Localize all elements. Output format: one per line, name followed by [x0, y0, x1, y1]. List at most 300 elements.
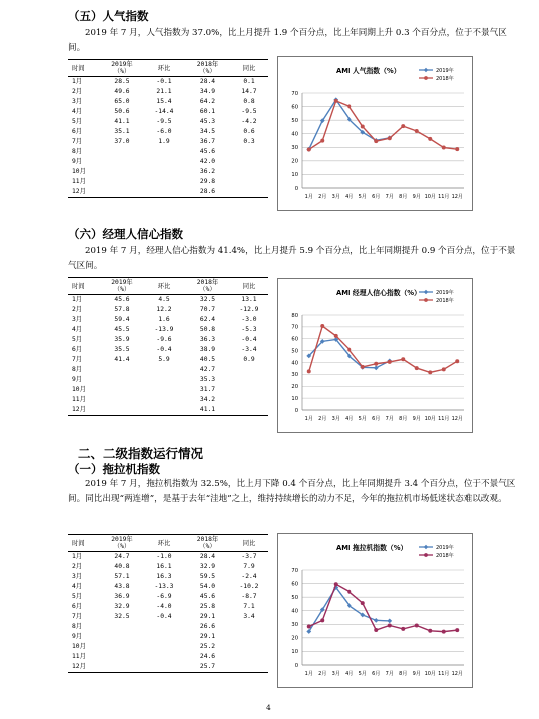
- legend-label: 2019年: [436, 290, 454, 296]
- data-point: [334, 334, 338, 338]
- data-point: [307, 147, 311, 151]
- table-row: [68, 127, 268, 137]
- table-cell: -14.4: [154, 108, 174, 115]
- y-tick-label: 0: [294, 185, 298, 192]
- data-point: [334, 582, 338, 586]
- table-cell: [143, 642, 185, 652]
- data-point: [428, 370, 432, 374]
- chart-tractor-svg: [278, 534, 472, 687]
- table-cell: 34.5: [199, 128, 216, 135]
- table-cell: -3.0: [241, 316, 257, 323]
- section-title-confidence: （六）经理人信心指数: [68, 227, 183, 241]
- table-cell: -8.7: [241, 593, 257, 600]
- table-header-cell: 环比: [157, 539, 171, 547]
- x-tick-label: 11月: [438, 416, 450, 422]
- table-cell: 32.5: [199, 296, 216, 303]
- x-tick-label: 6月: [372, 416, 381, 422]
- data-point: [347, 104, 351, 108]
- table-cell: -0.4: [156, 346, 172, 353]
- table-cell: -2.4: [241, 573, 257, 580]
- table-cell: [101, 385, 143, 395]
- table-cell: 5.9: [158, 356, 170, 363]
- table-header-cell: 时间: [72, 282, 85, 290]
- table-cell: [143, 395, 185, 405]
- table-cell: 35.9: [114, 336, 130, 343]
- table-cell: 0.1: [243, 78, 255, 85]
- table-cell: 1月: [72, 296, 83, 303]
- table-row: [68, 315, 268, 325]
- data-point: [388, 136, 392, 140]
- table-cell: -13.9: [154, 326, 174, 333]
- table-cell: 70.7: [199, 306, 216, 313]
- table-cell: [101, 395, 143, 405]
- table-cell: -9.5: [241, 108, 257, 115]
- table-cell: 4月: [72, 583, 83, 590]
- table-cell: -0.4: [156, 613, 172, 620]
- table-cell: 3.4: [243, 613, 255, 620]
- legend-label: 2019年: [436, 545, 454, 551]
- y-tick-label: 20: [291, 158, 298, 165]
- y-tick-label: 10: [291, 649, 298, 656]
- table-cell: 29.1: [199, 613, 216, 620]
- table-cell: 28.5: [114, 78, 130, 85]
- x-tick-label: 1月: [304, 194, 313, 200]
- table-cell: 35.1: [114, 128, 130, 135]
- table-cell: 40.5: [199, 356, 216, 363]
- table-cell: 12.2: [156, 306, 172, 313]
- table-cell: 11月: [72, 653, 86, 660]
- table-cell: 1月: [72, 78, 83, 85]
- table-cell: 2月: [72, 306, 83, 313]
- table-header-row: [68, 60, 268, 77]
- table-row: [68, 355, 268, 365]
- table-cell: 2月: [72, 88, 83, 95]
- table-row: [68, 157, 268, 167]
- table-cell: 40.8: [114, 563, 130, 570]
- table-cell: 32.5: [114, 613, 130, 620]
- table-cell: 6月: [72, 346, 83, 353]
- table-cell: 37.0: [114, 138, 130, 145]
- table-cell: 3月: [72, 573, 83, 580]
- table-row: [68, 572, 268, 582]
- table-cell: 35.3: [199, 376, 216, 383]
- table-cell: 41.1: [199, 406, 216, 413]
- table-cell: 57.8: [114, 306, 130, 313]
- table-cell: [230, 187, 268, 198]
- x-tick-label: 7月: [385, 194, 394, 200]
- table-cell: -3.4: [241, 346, 257, 353]
- chart-tractor: [277, 533, 473, 688]
- data-point: [347, 590, 351, 594]
- table-cell: [143, 375, 185, 385]
- y-tick-label: 20: [291, 635, 298, 642]
- x-tick-label: 5月: [358, 194, 367, 200]
- table-cell: 9月: [72, 376, 83, 383]
- table-row: [68, 107, 268, 117]
- table-header-cell: 同比: [242, 64, 256, 72]
- x-tick-label: 3月: [331, 671, 340, 677]
- table-cell: 5月: [72, 593, 83, 600]
- table-cell: 28.6: [199, 188, 216, 195]
- x-tick-label: 4月: [345, 416, 354, 422]
- table-cell: -9.5: [156, 118, 172, 125]
- table-cell: [230, 395, 268, 405]
- table-row: [68, 147, 268, 157]
- chart-confidence: [277, 278, 473, 433]
- x-tick-label: 8月: [399, 194, 408, 200]
- table-cell: 45.5: [114, 326, 130, 333]
- table-cell: 32.9: [199, 563, 216, 570]
- legend-label: 2018年: [436, 553, 454, 559]
- table-cell: [230, 385, 268, 395]
- table-cell: 41.4: [114, 356, 130, 363]
- table-header-cell: 2018年 （%）: [196, 61, 219, 75]
- table-cell: 1.9: [158, 138, 170, 145]
- table-cell: 26.6: [199, 623, 216, 630]
- table-cell: 11月: [72, 396, 86, 403]
- y-tick-label: 10: [291, 395, 298, 402]
- table-cell: -0.4: [241, 336, 257, 343]
- table-cell: [101, 642, 143, 652]
- table-cell: 54.0: [199, 583, 216, 590]
- data-point: [307, 624, 311, 628]
- table-row: [68, 405, 268, 416]
- table-cell: 12月: [72, 188, 86, 195]
- table-cell: 16.1: [156, 563, 172, 570]
- x-tick-label: 7月: [385, 416, 394, 422]
- table-cell: 49.6: [114, 88, 130, 95]
- section-title-tractor: （一）拖拉机指数: [68, 462, 160, 476]
- table-row: [68, 295, 268, 306]
- x-tick-label: 12月: [451, 416, 463, 422]
- legend-marker: [424, 290, 428, 294]
- table-cell: 16.3: [156, 573, 172, 580]
- table-row: [68, 167, 268, 177]
- paragraph-confidence: 2019 年 7 月，经理人信心指数为 41.4%，比上月提升 5.9 个百分点，比上年同期提升 0.9 个百分点，位于不景气区间。: [68, 246, 516, 271]
- table-row: [68, 622, 268, 632]
- table-cell: 2月: [72, 563, 83, 570]
- data-point: [361, 365, 365, 369]
- data-point: [374, 139, 378, 143]
- data-table-confidence: [68, 277, 268, 416]
- y-tick-label: 40: [291, 608, 298, 615]
- x-tick-label: 11月: [438, 194, 450, 200]
- y-tick-label: 70: [291, 90, 298, 97]
- table-cell: 41.1: [114, 118, 130, 125]
- table-cell: [101, 622, 143, 632]
- data-point: [374, 362, 378, 366]
- table-cell: [143, 177, 185, 187]
- y-tick-label: 60: [291, 581, 298, 588]
- y-tick-label: 50: [291, 117, 298, 124]
- table-cell: 35.5: [114, 346, 130, 353]
- table-cell: 31.7: [199, 386, 216, 393]
- table-cell: 4月: [72, 108, 83, 115]
- table-cell: 5月: [72, 336, 83, 343]
- table-cell: 65.0: [114, 98, 130, 105]
- table-cell: [143, 365, 185, 375]
- table-cell: [143, 147, 185, 157]
- data-point: [387, 618, 392, 623]
- table-header-cell: 2019年 （%）: [111, 536, 133, 550]
- table-cell: 7.9: [243, 563, 255, 570]
- table-cell: 50.8: [199, 326, 216, 333]
- table-cell: 9月: [72, 158, 83, 165]
- table-row: [68, 117, 268, 127]
- table-cell: 32.9: [114, 603, 130, 610]
- table-row: [68, 652, 268, 662]
- table-cell: 0.6: [243, 128, 255, 135]
- table-row: [68, 582, 268, 592]
- table-row: [68, 602, 268, 612]
- table-row: [68, 365, 268, 375]
- legend-marker: [424, 76, 428, 80]
- data-point: [455, 628, 459, 632]
- chart-title: AMI 人气指数（%）: [336, 67, 401, 75]
- chart-confidence-svg: [278, 279, 472, 432]
- table-row: [68, 375, 268, 385]
- table-cell: 25.7: [199, 663, 216, 670]
- table-cell: [230, 147, 268, 157]
- table-cell: [101, 187, 143, 198]
- series-line-1: [309, 326, 458, 372]
- data-point: [361, 601, 365, 605]
- table-cell: [101, 167, 143, 177]
- x-tick-label: 10月: [424, 416, 436, 422]
- table-cell: [143, 405, 185, 416]
- x-tick-label: 1月: [304, 416, 313, 422]
- table-row: [68, 385, 268, 395]
- table-cell: 6月: [72, 128, 83, 135]
- table-cell: 28.4: [199, 553, 216, 560]
- table-cell: -10.2: [239, 583, 259, 590]
- y-tick-label: 40: [291, 131, 298, 138]
- table-cell: [230, 157, 268, 167]
- table-cell: -9.6: [156, 336, 172, 343]
- table-cell: [143, 167, 185, 177]
- table-cell: -6.9: [156, 593, 172, 600]
- table-row: [68, 562, 268, 572]
- x-tick-label: 6月: [372, 194, 381, 200]
- table-cell: [143, 622, 185, 632]
- table-row: [68, 335, 268, 345]
- table-cell: 25.2: [199, 643, 216, 650]
- chart-title: AMI 拖拉机指数（%）: [336, 544, 408, 552]
- page-number: 4: [266, 703, 271, 712]
- legend-label: 2019年: [436, 68, 454, 74]
- table-header-cell: 同比: [242, 539, 256, 547]
- table-cell: [101, 662, 143, 673]
- data-table-tractor: [68, 534, 268, 673]
- table-cell: 7月: [72, 613, 83, 620]
- table-cell: 59.4: [114, 316, 130, 323]
- table-row: [68, 137, 268, 147]
- table-cell: -12.9: [239, 306, 259, 313]
- table-row: [68, 612, 268, 622]
- table-cell: 36.9: [114, 593, 130, 600]
- y-tick-label: 10: [291, 172, 298, 179]
- x-tick-label: 2月: [318, 194, 327, 200]
- table-cell: [143, 187, 185, 198]
- table-cell: 15.4: [156, 98, 172, 105]
- table-cell: 10月: [72, 643, 86, 650]
- table-cell: -6.0: [156, 128, 172, 135]
- table-row: [68, 187, 268, 198]
- table-cell: -4.2: [241, 118, 257, 125]
- x-tick-label: 5月: [358, 671, 367, 677]
- table-cell: [101, 147, 143, 157]
- table-cell: 21.1: [156, 88, 172, 95]
- table-row: [68, 552, 268, 563]
- data-point: [415, 624, 419, 628]
- table-cell: 38.9: [199, 346, 216, 353]
- table-cell: [143, 157, 185, 167]
- legend-marker: [424, 298, 428, 302]
- data-point: [401, 627, 405, 631]
- table-header-row: [68, 278, 268, 295]
- data-point: [442, 630, 446, 634]
- legend-label: 2018年: [436, 298, 454, 304]
- table-cell: [230, 405, 268, 416]
- table-row: [68, 592, 268, 602]
- data-point: [442, 146, 446, 150]
- table-cell: 12月: [72, 663, 86, 670]
- table-cell: 8月: [72, 623, 83, 630]
- data-point: [347, 348, 351, 352]
- data-point: [388, 624, 392, 628]
- table-cell: [101, 632, 143, 642]
- table-row: [68, 632, 268, 642]
- table-cell: -0.1: [156, 78, 172, 85]
- table-header-cell: 环比: [157, 64, 171, 72]
- x-tick-label: 9月: [412, 671, 421, 677]
- chart-popularity-svg: [278, 57, 472, 210]
- table-header-cell: 2018年 （%）: [196, 279, 219, 293]
- data-point: [401, 124, 405, 128]
- table-cell: -5.3: [241, 326, 257, 333]
- table-row: [68, 87, 268, 97]
- table-cell: 36.3: [199, 336, 216, 343]
- table-cell: [230, 642, 268, 652]
- table-cell: 10月: [72, 386, 86, 393]
- table-cell: [230, 632, 268, 642]
- data-point: [442, 367, 446, 371]
- legend-label: 2018年: [436, 76, 454, 82]
- table-row: [68, 642, 268, 652]
- legend-marker: [424, 545, 428, 549]
- table-cell: -1.0: [156, 553, 172, 560]
- table-cell: [143, 632, 185, 642]
- paragraph-tractor: 2019 年 7 月，拖拉机指数为 32.5%，比上月下降 0.4 个百分点，比上年同期提升 3.4 个百分点，位于不景气区间。同比出现“两连增”，是基于去年“洼地”之上，维持持续增长的动力不足，今年的拖拉机市场低迷状态难以改观。: [68, 479, 516, 504]
- data-point: [361, 125, 365, 129]
- x-tick-label: 4月: [345, 671, 354, 677]
- table-row: [68, 177, 268, 187]
- table-cell: 28.4: [199, 78, 216, 85]
- table-cell: 7.1: [243, 603, 255, 610]
- x-tick-label: 2月: [318, 671, 327, 677]
- table-row: [68, 662, 268, 673]
- table-cell: 64.2: [199, 98, 216, 105]
- table-cell: [101, 375, 143, 385]
- table-cell: 14.7: [241, 88, 257, 95]
- table-cell: 0.9: [243, 356, 255, 363]
- data-point: [374, 618, 379, 623]
- table-cell: 50.6: [114, 108, 130, 115]
- paragraph-popularity: 2019 年 7 月，人气指数为 37.0%，比上月提升 1.9 个百分点，比上年同期上升 0.3 个百分点，位于不景气区间。: [68, 28, 507, 53]
- x-tick-label: 4月: [345, 194, 354, 200]
- table-cell: 12月: [72, 406, 86, 413]
- table-row: [68, 77, 268, 88]
- data-point: [415, 366, 419, 370]
- x-tick-label: 7月: [385, 671, 394, 677]
- table-cell: [101, 157, 143, 167]
- data-point: [374, 365, 379, 370]
- data-point: [334, 99, 338, 103]
- table-cell: 3月: [72, 98, 83, 105]
- table-cell: 1月: [72, 553, 83, 560]
- table-cell: 4月: [72, 326, 83, 333]
- y-tick-label: 30: [291, 145, 298, 152]
- data-point: [415, 129, 419, 133]
- x-tick-label: 12月: [451, 671, 463, 677]
- table-cell: 13.1: [241, 296, 257, 303]
- table-cell: -13.3: [154, 583, 174, 590]
- y-tick-label: 60: [291, 104, 298, 111]
- table-cell: 45.6: [199, 148, 216, 155]
- table-cell: [230, 167, 268, 177]
- table-cell: [101, 405, 143, 416]
- y-tick-label: 70: [291, 324, 298, 331]
- table-cell: 8月: [72, 148, 83, 155]
- table-cell: 5月: [72, 118, 83, 125]
- table-cell: 25.8: [199, 603, 216, 610]
- table-cell: 34.9: [199, 88, 216, 95]
- table-cell: 4.5: [158, 296, 170, 303]
- x-tick-label: 10月: [424, 671, 436, 677]
- table-cell: -4.0: [156, 603, 172, 610]
- legend-marker: [424, 68, 428, 72]
- data-point: [428, 137, 432, 141]
- table-cell: 24.6: [199, 653, 216, 660]
- table-cell: [230, 662, 268, 673]
- chart-title: AMI 经理人信心指数（%）: [336, 289, 421, 297]
- table-cell: 10月: [72, 168, 86, 175]
- data-point: [401, 357, 405, 361]
- x-tick-label: 10月: [424, 194, 436, 200]
- x-tick-label: 3月: [331, 194, 340, 200]
- table-header-cell: 2018年 （%）: [196, 536, 219, 550]
- table-cell: 1.6: [158, 316, 170, 323]
- table-cell: 24.7: [114, 553, 130, 560]
- table-cell: 0.8: [243, 98, 255, 105]
- data-point: [374, 628, 378, 632]
- table-cell: [143, 385, 185, 395]
- data-point: [320, 139, 324, 143]
- table-cell: -3.7: [241, 553, 257, 560]
- x-tick-label: 8月: [399, 416, 408, 422]
- x-tick-label: 8月: [399, 671, 408, 677]
- table-cell: 57.1: [114, 573, 130, 580]
- table-cell: 8月: [72, 366, 83, 373]
- table-cell: 59.5: [199, 573, 216, 580]
- x-tick-label: 6月: [372, 671, 381, 677]
- table-cell: 62.4: [199, 316, 216, 323]
- y-tick-label: 30: [291, 622, 298, 629]
- y-tick-label: 80: [291, 312, 298, 319]
- table-cell: [143, 652, 185, 662]
- table-cell: [230, 622, 268, 632]
- table-cell: 43.8: [114, 583, 130, 590]
